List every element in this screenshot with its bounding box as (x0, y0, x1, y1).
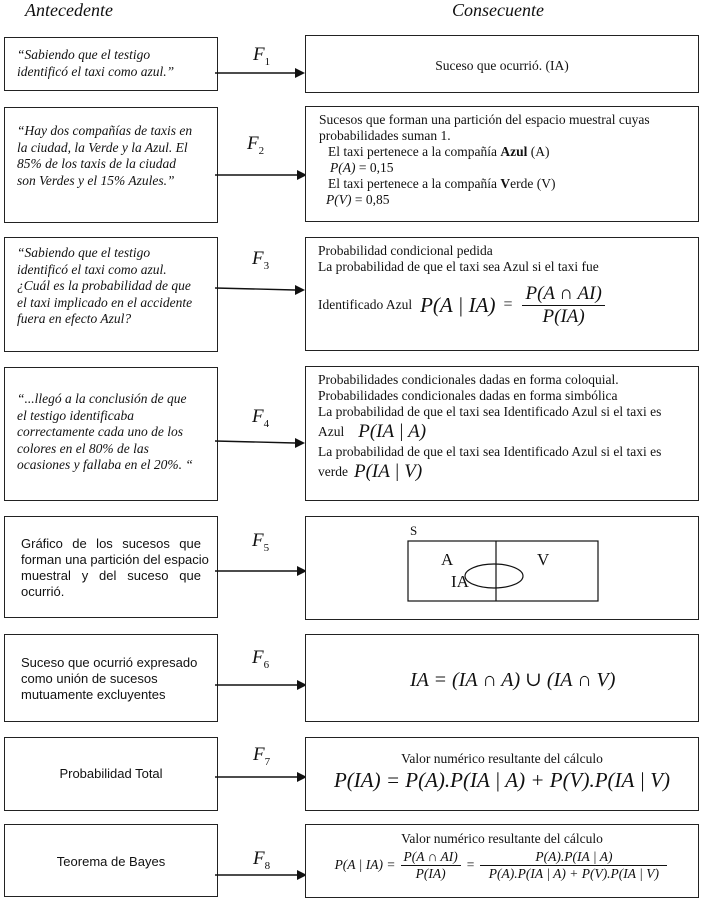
f6-index: 6 (263, 658, 270, 671)
c2-l3b: Azul (500, 144, 528, 159)
antecedent-4-line-3: correctamente cada uno de los (17, 424, 183, 439)
consequent-box-1 (305, 35, 699, 93)
c2-l3a: El taxi pertenece a la compañía (328, 144, 501, 159)
f2-letter: F (247, 133, 259, 154)
f2-arrow (215, 169, 307, 181)
f8-index: 8 (264, 859, 271, 872)
c3-denominator: P(IA) (542, 305, 585, 327)
f7-arrow (215, 771, 307, 783)
antecedent-box-5 (4, 516, 218, 618)
consequent-2-line-5 (319, 176, 698, 192)
consequent-box-7 (305, 737, 699, 811)
antecedent-4-line-2: el testigo identificaba (17, 407, 134, 423)
f4-letter: F (252, 406, 264, 427)
antecedent-2-line-1: “Hay dos compañías de taxis en (17, 123, 193, 138)
antecedent-box-4 (4, 367, 218, 501)
consequent-4-line-3: La probabilidad de que el taxi sea Identificado Azul si el taxi es (318, 404, 662, 419)
f1-index: 1 (264, 55, 271, 68)
c2-pa: P(A) (330, 160, 356, 175)
consequent-2-line-3 (319, 144, 698, 160)
c2-l3c: (A) (527, 144, 550, 159)
consequent-4-line-2: Probabilidades condicionales dadas en forma simbólica (318, 388, 618, 403)
antecedent-2-line-3: 85% de los taxis de la ciudad (17, 156, 176, 171)
c7-title: Valor numérico resultante del cálculo (401, 751, 603, 766)
f4-label (252, 406, 269, 430)
c8-numerator-2: P(A).P(IA | A) (480, 849, 667, 866)
consequent-box-2 (305, 106, 699, 222)
c8-denominator-1: P(IA) (415, 865, 446, 881)
f5-index: 5 (263, 541, 270, 554)
antecedent-7-line-1: Probabilidad Total (59, 766, 163, 781)
f6-arrow (215, 679, 307, 691)
antecedent-5-line-1: Gráfico de los sucesos que (21, 536, 201, 551)
consequent-1-text: Suceso que ocurrió. (IA) (435, 58, 569, 73)
c4-m1: P(IA | A) (358, 421, 427, 442)
consequent-2-line-1: Sucesos que forman una partición del espacio muestral cuyas (319, 112, 650, 127)
consequent-box-8 (305, 824, 699, 898)
consequent-3-line-3 (318, 283, 698, 328)
antecedent-2-line-2: la ciudad, la Verde y la Azul. El (17, 139, 188, 155)
f6-label (252, 647, 269, 671)
c3-lhs: P(A | IA) (420, 293, 496, 318)
f7-letter: F (253, 744, 265, 765)
antecedent-3-line-4: el taxi implicado en el accidente (17, 294, 193, 310)
antecedent-2-line-4: son Verdes y el 15% Azules.” (17, 172, 175, 188)
f4-arrow (215, 436, 305, 448)
antecedent-4-line-1: “...llegó a la conclusión de que (17, 391, 187, 406)
f7-index: 7 (264, 755, 271, 768)
antecedent-6-line-3: mutuamente excluyentes (21, 687, 166, 702)
venn-ia-ellipse (465, 564, 523, 588)
antecedent-6-line-2: como unión de sucesos (21, 671, 158, 686)
c2-l4c: erde (V) (510, 176, 556, 191)
antecedente-header: Antecedente (25, 0, 113, 20)
consequent-box-6 (305, 634, 699, 722)
c6-formula: IA = (IA ∩ A) ∪ (IA ∩ V) (410, 669, 616, 691)
f8-arrow (215, 869, 307, 881)
c3-identificado: Identificado Azul (318, 297, 413, 313)
f5-arrow (215, 565, 307, 577)
c8-fraction-2 (480, 849, 667, 881)
c8-formula (306, 849, 698, 881)
consequent-2-line-2: probabilidades suman 1. (319, 128, 451, 143)
c2-l4a: El taxi pertenece a la compañía (328, 176, 501, 191)
consequent-2-line-6 (319, 192, 698, 208)
c8-eq: = (466, 857, 475, 873)
antecedent-3-line-5: fuera en efecto Azul? (17, 311, 132, 326)
antecedent-box-2 (4, 107, 218, 223)
c3-fraction (522, 283, 604, 328)
consequent-box-3 (305, 237, 699, 351)
antecedent-box-1 (4, 37, 218, 91)
f1-label (253, 44, 270, 68)
venn-diagram (306, 517, 700, 621)
f3-arrow (215, 283, 305, 295)
consecuente-header: Consecuente (452, 0, 544, 20)
antecedent-1-line-1: “Sabiendo que el testigo (17, 47, 151, 62)
antecedent-6-line-1: Suceso que ocurrió expresado (21, 655, 198, 670)
f3-label (252, 248, 269, 272)
f3-letter: F (252, 248, 264, 269)
c4-verde: verde (318, 464, 348, 479)
f7-label (253, 744, 270, 768)
f8-letter: F (253, 848, 265, 869)
antecedent-1-line-2: identificó el taxi como azul.” (17, 63, 175, 79)
antecedent-3-line-2: identificó el taxi como azul. (17, 261, 167, 277)
consequent-3-line-2: La probabilidad de que el taxi sea Azul si el taxi fue (318, 259, 599, 274)
c2-l4b: V (500, 176, 511, 191)
f1-letter: F (253, 44, 265, 65)
antecedent-8-line-1: Teorema de Bayes (56, 854, 166, 869)
c4-azul: Azul (318, 424, 345, 439)
antecedent-box-3 (4, 237, 218, 352)
consequent-3-line-1: Probabilidad condicional pedida (318, 243, 493, 258)
c3-numerator: P(A ∩ AI) (522, 283, 604, 306)
f2-label (247, 133, 264, 157)
antecedent-3-line-3: ¿Cuál es la probabilidad de que (17, 278, 191, 293)
consequent-4-line-6 (318, 460, 698, 484)
antecedent-4-line-5: ocasiones y fallaba en el 20%. “ (17, 457, 193, 472)
antecedent-box-8 (4, 824, 218, 897)
f1-arrow (215, 67, 305, 79)
c7-formula: P(IA) = P(A).P(IA | A) + P(V).P(IA | V) (333, 768, 671, 792)
f5-letter: F (252, 530, 264, 551)
consequent-box-4 (305, 366, 699, 501)
c8-denominator-2: P(A).P(IA | A) + P(V).P(IA | V) (488, 865, 660, 881)
antecedent-box-7 (4, 737, 218, 811)
f2-index: 2 (258, 144, 265, 157)
venn-a-label: A (441, 550, 454, 569)
consequent-4-line-5: La probabilidad de que el taxi sea Identificado Azul si el taxi es (318, 444, 662, 459)
c2-pv: P(V) (326, 192, 352, 207)
f6-letter: F (252, 647, 264, 668)
venn-v-label: V (537, 550, 550, 569)
antecedent-3-line-1: “Sabiendo que el testigo (17, 245, 151, 260)
consequent-4-line-4 (318, 420, 698, 444)
c8-fraction-1 (401, 849, 461, 881)
antecedent-5-line-3: muestral y del suceso que (21, 568, 201, 583)
venn-sample-space (408, 541, 598, 601)
c8-numerator-1: P(A ∩ AI) (401, 849, 461, 866)
antecedent-4-line-4: colores en el 80% de las (17, 440, 149, 456)
antecedent-5-line-2: forman una partición del espacio (21, 552, 209, 567)
venn-ia-label: IA (451, 572, 469, 591)
c2-pa-value: = 0,15 (355, 160, 394, 175)
c4-m2: P(IA | V) (353, 461, 423, 482)
antecedent-5-line-4: ocurrió. (21, 584, 65, 599)
c8-lhs: P(A | IA) = (334, 857, 396, 873)
c2-pv-value: = 0,85 (351, 192, 390, 207)
consequent-4-line-1: Probabilidades condicionales dadas en forma coloquial. (318, 372, 619, 387)
f4-index: 4 (263, 417, 270, 430)
consequent-box-5 (305, 516, 699, 620)
antecedent-box-6 (4, 634, 218, 722)
c8-title: Valor numérico resultante del cálculo (401, 831, 603, 846)
c3-eq: = (503, 296, 513, 314)
f3-index: 3 (263, 259, 270, 272)
consequent-2-line-4 (319, 160, 698, 176)
venn-s-label: S (410, 523, 418, 538)
f5-label (252, 530, 269, 554)
